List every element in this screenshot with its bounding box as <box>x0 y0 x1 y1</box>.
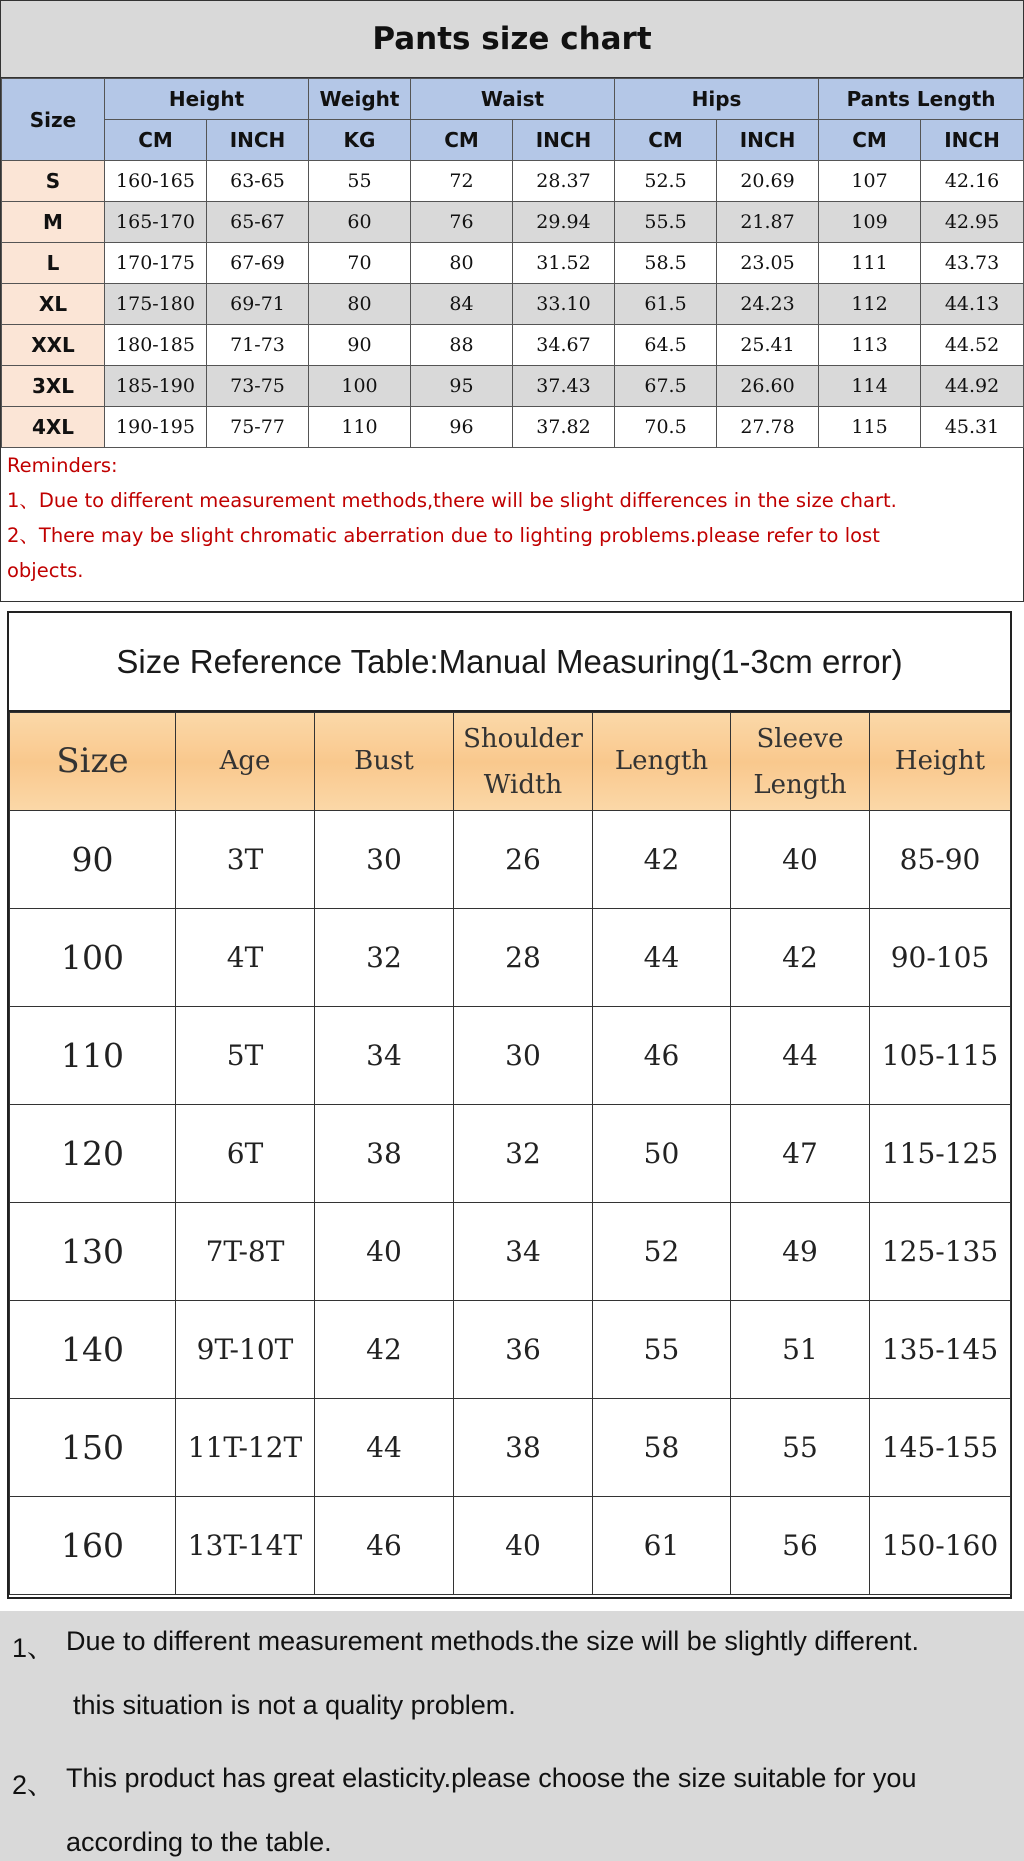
table-cell: 6T <box>176 1105 315 1203</box>
reference-header-text: Height <box>894 746 986 776</box>
table-cell: 36 <box>454 1301 593 1399</box>
reference-header <box>454 713 593 811</box>
table-cell: 29.94 <box>513 202 615 243</box>
header-weight: Weight <box>309 79 411 120</box>
table-cell: 61 <box>593 1497 731 1595</box>
table-row <box>10 1007 1011 1105</box>
table-cell: 40 <box>315 1203 454 1301</box>
unit-header: KG <box>309 120 411 161</box>
reference-table-title: Size Reference Table:Manual Measuring(1-3cm error) <box>9 613 1010 712</box>
table-row <box>10 1301 1011 1399</box>
table-cell: 110 <box>10 1007 176 1105</box>
reference-header-text: Shoulder <box>463 723 583 754</box>
table-cell: 5T <box>176 1007 315 1105</box>
table-cell: 34 <box>454 1203 593 1301</box>
table-cell: 185-190 <box>105 366 207 407</box>
table-row <box>10 909 1011 1007</box>
table-cell: 96 <box>411 407 513 448</box>
table-cell: 64.5 <box>615 325 717 366</box>
size-label: XL <box>2 284 105 325</box>
table-cell: 31.52 <box>513 243 615 284</box>
table-cell: 44.13 <box>921 284 1024 325</box>
table-cell: 88 <box>411 325 513 366</box>
table-cell: 46 <box>315 1497 454 1595</box>
table-cell: 110 <box>309 407 411 448</box>
table-cell: 44.92 <box>921 366 1024 407</box>
table-cell: 43.73 <box>921 243 1024 284</box>
reference-header-text: Bust <box>354 746 414 776</box>
reference-header <box>10 713 176 811</box>
table-cell: 23.05 <box>717 243 819 284</box>
table-cell: 72 <box>411 161 513 202</box>
table-cell: 111 <box>819 243 921 284</box>
pants-chart-title: Pants size chart <box>1 1 1023 78</box>
table-cell: 37.43 <box>513 366 615 407</box>
table-cell: 85-90 <box>870 811 1011 909</box>
table-cell: 47 <box>731 1105 870 1203</box>
table-cell: 42 <box>731 909 870 1007</box>
table-cell: 56 <box>731 1497 870 1595</box>
table-cell: 44 <box>315 1399 454 1497</box>
size-label: 4XL <box>2 407 105 448</box>
note-1-number: 1、 <box>12 1633 55 1663</box>
reference-header <box>315 713 454 811</box>
table-cell: 65-67 <box>207 202 309 243</box>
unit-header: CM <box>105 120 207 161</box>
reference-header <box>593 713 731 811</box>
table-cell: 26.60 <box>717 366 819 407</box>
unit-header: INCH <box>921 120 1024 161</box>
table-cell: 114 <box>819 366 921 407</box>
table-row <box>10 1203 1011 1301</box>
table-cell: 58 <box>593 1399 731 1497</box>
table-row <box>10 1399 1011 1497</box>
table-cell: 42 <box>315 1301 454 1399</box>
table-cell: 109 <box>819 202 921 243</box>
pants-size-chart <box>0 0 1024 602</box>
table-cell: 112 <box>819 284 921 325</box>
table-cell: 73-75 <box>207 366 309 407</box>
table-cell: 44.52 <box>921 325 1024 366</box>
table-cell: 71-73 <box>207 325 309 366</box>
table-cell: 42 <box>593 811 731 909</box>
table-row <box>2 325 1024 366</box>
table-cell: 100 <box>309 366 411 407</box>
table-cell: 30 <box>315 811 454 909</box>
reference-header-text: Age <box>219 746 271 776</box>
table-cell: 20.69 <box>717 161 819 202</box>
table-cell: 140 <box>10 1301 176 1399</box>
size-reference-chart <box>7 611 1012 1599</box>
table-cell: 51 <box>731 1301 870 1399</box>
table-cell: 107 <box>819 161 921 202</box>
table-cell: 70.5 <box>615 407 717 448</box>
reference-header-text: Size <box>56 741 129 781</box>
unit-header: CM <box>411 120 513 161</box>
reference-header <box>870 713 1011 811</box>
table-cell: 180-185 <box>105 325 207 366</box>
reminder-line: 1、Due to different measurement methods,there will be slight differences in the size chart. <box>7 489 897 512</box>
note-2-line-1: This product has great elasticity.please choose the size suitable for you <box>66 1763 917 1793</box>
table-cell: 34.67 <box>513 325 615 366</box>
size-label: XXL <box>2 325 105 366</box>
reminders <box>1 448 1023 588</box>
table-cell: 105-115 <box>870 1007 1011 1105</box>
table-cell: 34 <box>315 1007 454 1105</box>
reference-header-text: Sleeve <box>756 723 844 754</box>
note-2-line-2: according to the table. <box>66 1827 332 1857</box>
reference-header <box>176 713 315 811</box>
table-cell: 46 <box>593 1007 731 1105</box>
header-pants-length: Pants Length <box>819 79 1024 120</box>
table-cell: 160-165 <box>105 161 207 202</box>
reference-header-text: Length <box>614 746 709 776</box>
table-row <box>2 284 1024 325</box>
table-cell: 27.78 <box>717 407 819 448</box>
unit-header: CM <box>615 120 717 161</box>
table-cell: 45.31 <box>921 407 1024 448</box>
table-cell: 11T-12T <box>176 1399 315 1497</box>
size-label: L <box>2 243 105 284</box>
table-cell: 44 <box>731 1007 870 1105</box>
notes-panel <box>0 1611 1024 1861</box>
header-height: Height <box>105 79 309 120</box>
table-cell: 37.82 <box>513 407 615 448</box>
size-label: 3XL <box>2 366 105 407</box>
table-row <box>10 1497 1011 1595</box>
header-size: Size <box>2 79 105 161</box>
table-cell: 25.41 <box>717 325 819 366</box>
table-cell: 42.95 <box>921 202 1024 243</box>
table-cell: 55 <box>731 1399 870 1497</box>
table-cell: 135-145 <box>870 1301 1011 1399</box>
unit-header: INCH <box>513 120 615 161</box>
table-cell: 28 <box>454 909 593 1007</box>
table-cell: 67.5 <box>615 366 717 407</box>
note-2-number: 2、 <box>12 1770 55 1800</box>
table-cell: 113 <box>819 325 921 366</box>
table-cell: 40 <box>731 811 870 909</box>
table-cell: 145-155 <box>870 1399 1011 1497</box>
table-cell: 26 <box>454 811 593 909</box>
table-cell: 55 <box>593 1301 731 1399</box>
table-cell: 42.16 <box>921 161 1024 202</box>
table-cell: 21.87 <box>717 202 819 243</box>
table-cell: 3T <box>176 811 315 909</box>
table-cell: 38 <box>315 1105 454 1203</box>
table-cell: 120 <box>10 1105 176 1203</box>
table-row <box>2 407 1024 448</box>
table-cell: 67-69 <box>207 243 309 284</box>
header-hips: Hips <box>615 79 819 120</box>
table-cell: 52 <box>593 1203 731 1301</box>
table-cell: 160 <box>10 1497 176 1595</box>
table-cell: 75-77 <box>207 407 309 448</box>
size-reference-table <box>9 712 1011 1595</box>
table-row <box>10 1105 1011 1203</box>
table-cell: 95 <box>411 366 513 407</box>
table-cell: 52.5 <box>615 161 717 202</box>
note-1-line-2: this situation is not a quality problem. <box>73 1690 516 1720</box>
size-label: M <box>2 202 105 243</box>
table-cell: 90-105 <box>870 909 1011 1007</box>
table-cell: 13T-14T <box>176 1497 315 1595</box>
table-cell: 80 <box>309 284 411 325</box>
table-cell: 32 <box>454 1105 593 1203</box>
table-cell: 63-65 <box>207 161 309 202</box>
table-cell: 9T-10T <box>176 1301 315 1399</box>
reminders-heading: Reminders: <box>7 454 118 477</box>
table-cell: 150 <box>10 1399 176 1497</box>
table-cell: 58.5 <box>615 243 717 284</box>
table-cell: 55 <box>309 161 411 202</box>
table-cell: 32 <box>315 909 454 1007</box>
table-cell: 38 <box>454 1399 593 1497</box>
table-cell: 4T <box>176 909 315 1007</box>
table-cell: 90 <box>309 325 411 366</box>
table-cell: 44 <box>593 909 731 1007</box>
table-cell: 115 <box>819 407 921 448</box>
table-cell: 28.37 <box>513 161 615 202</box>
table-cell: 49 <box>731 1203 870 1301</box>
reference-header-text: Length <box>753 769 847 800</box>
table-cell: 150-160 <box>870 1497 1011 1595</box>
table-cell: 69-71 <box>207 284 309 325</box>
table-cell: 165-170 <box>105 202 207 243</box>
reference-header <box>731 713 870 811</box>
table-row <box>2 366 1024 407</box>
table-row <box>10 811 1011 909</box>
table-cell: 84 <box>411 284 513 325</box>
unit-header: INCH <box>207 120 309 161</box>
table-cell: 115-125 <box>870 1105 1011 1203</box>
table-cell: 170-175 <box>105 243 207 284</box>
table-cell: 190-195 <box>105 407 207 448</box>
reminder-line: 2、There may be slight chromatic aberration due to lighting problems.please refer to lost <box>7 524 880 547</box>
table-row <box>2 161 1024 202</box>
table-cell: 55.5 <box>615 202 717 243</box>
note-1-line-1: Due to different measurement methods.the size will be slightly different. <box>66 1626 919 1656</box>
table-cell: 90 <box>10 811 176 909</box>
table-cell: 24.23 <box>717 284 819 325</box>
table-cell: 130 <box>10 1203 176 1301</box>
unit-header: CM <box>819 120 921 161</box>
reminder-line: objects. <box>7 559 84 582</box>
table-row <box>2 243 1024 284</box>
table-cell: 40 <box>454 1497 593 1595</box>
table-cell: 33.10 <box>513 284 615 325</box>
table-cell: 70 <box>309 243 411 284</box>
reference-header-text: Width <box>483 769 563 800</box>
table-cell: 100 <box>10 909 176 1007</box>
size-label: S <box>2 161 105 202</box>
pants-size-table <box>1 78 1024 448</box>
table-cell: 175-180 <box>105 284 207 325</box>
table-cell: 7T-8T <box>176 1203 315 1301</box>
header-waist: Waist <box>411 79 615 120</box>
table-cell: 76 <box>411 202 513 243</box>
table-cell: 80 <box>411 243 513 284</box>
table-cell: 30 <box>454 1007 593 1105</box>
table-row <box>2 202 1024 243</box>
table-cell: 61.5 <box>615 284 717 325</box>
table-cell: 60 <box>309 202 411 243</box>
table-cell: 125-135 <box>870 1203 1011 1301</box>
unit-header: INCH <box>717 120 819 161</box>
table-cell: 50 <box>593 1105 731 1203</box>
